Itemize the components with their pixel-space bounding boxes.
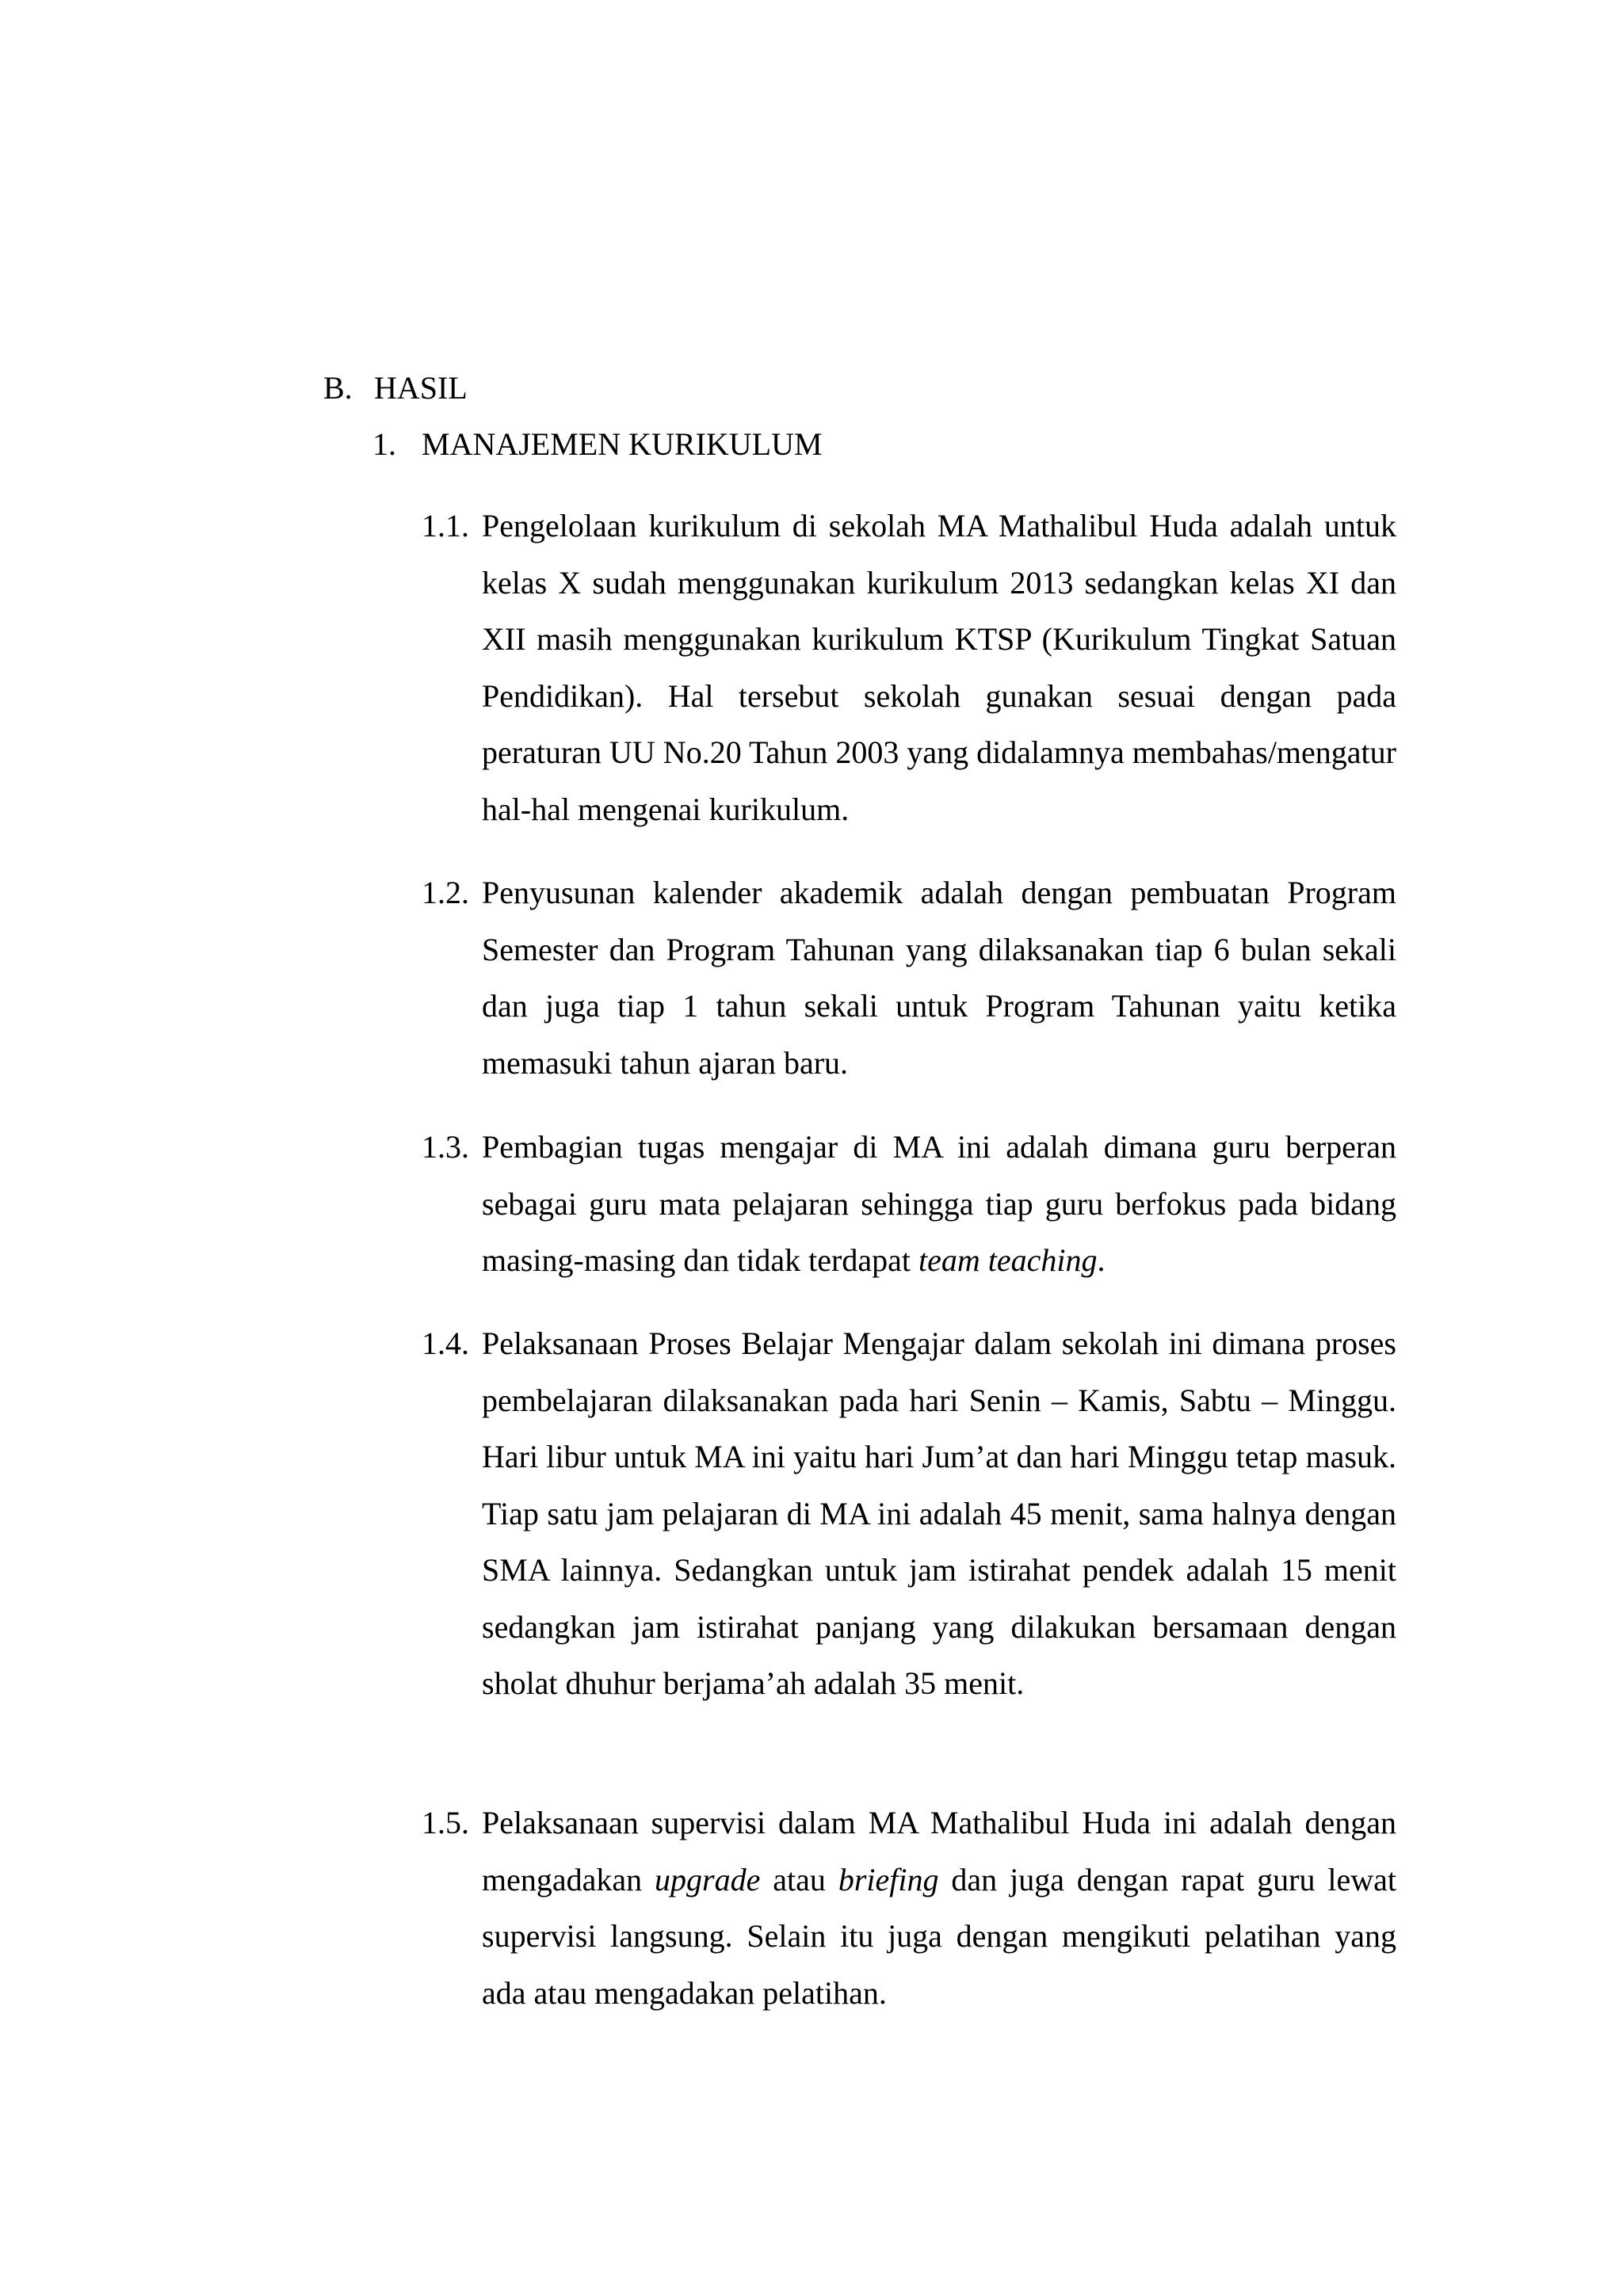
list-item [422, 1315, 1396, 1712]
list-item-number: 1.4. [422, 1325, 469, 1361]
list-item [422, 1794, 1396, 2021]
list-item-text [482, 1119, 1396, 1289]
list-item-text: Pengelolaan kurikulum di sekolah MA Mathalibul Huda adalah untuk kelas X sudah menggunakan kurikulum 2013 sedangkan kelas XI dan XII masih menggunakan kurikulum KTSP (Kurikulum Tingkat Satuan Pendidikan). Hal tersebut sekolah gunakan sesuai dengan pada peraturan UU No.20 Tahun 2003 yang didalamnya membahas/mengatur hal-hal mengenai kurikulum. [482, 508, 1396, 827]
text-segment: Pelaksanaan supervisi dalam MA Mathalibul Huda ini adalah dengan mengadakan [482, 1805, 1396, 1897]
italic-term: upgrade [655, 1861, 761, 1897]
italic-term: team teaching [918, 1242, 1098, 1278]
subsection-title: MANAJEMEN KURIKULUM [422, 426, 823, 462]
list-item-number: 1.2. [422, 875, 469, 910]
subsection-heading [372, 422, 823, 467]
text-segment: dan juga dengan rapat guru lewat supervisi langsung. Selain itu juga dengan mengikuti pelatihan yang ada atau mengadakan pelatihan. [482, 1861, 1396, 2011]
text-segment: Pembagian tugas mengajar di MA ini adalah dimana guru berperan sebagai guru mata pelajaran sehingga tiap guru berfokus pada bidang masing-masing dan tidak terdapat [482, 1129, 1396, 1278]
list-item-number: 1.1. [422, 508, 469, 543]
list-item-text [482, 1794, 1396, 2021]
text-segment: . [1097, 1242, 1106, 1278]
section-heading [323, 366, 468, 410]
list-item-text: Pelaksanaan Proses Belajar Mengajar dalam sekolah ini dimana proses pembelajaran dilaksanakan pada hari Senin – Kamis, Sabtu – Minggu. Hari libur untuk MA ini yaitu hari Jum’at dan hari Minggu tetap masuk. Tiap satu jam pelajaran di MA ini adalah 45 menit, sama halnya dengan SMA lainnya. Sedangkan untuk jam istirahat pendek adalah 15 menit sedangkan jam istirahat panjang yang dilakukan bersamaan dengan sholat dhuhur berjama’ah adalah 35 menit. [482, 1325, 1396, 1701]
text-segment: atau [760, 1861, 838, 1897]
section-number: B. [323, 370, 353, 406]
subsection-number: 1. [372, 426, 396, 462]
list-item [422, 864, 1396, 1091]
list-item-number: 1.5. [422, 1805, 469, 1840]
italic-term: briefing [838, 1861, 939, 1897]
list-item-text: Penyusunan kalender akademik adalah dengan pembuatan Program Semester dan Program Tahunan yang dilaksanakan tiap 6 bulan sekali dan juga tiap 1 tahun sekali untuk Program Tahunan yaitu ketika memasuki tahun ajaran baru. [482, 875, 1396, 1081]
list-item [422, 1119, 1396, 1289]
list-item-number: 1.3. [422, 1129, 469, 1165]
list-item [422, 498, 1396, 837]
section-title: HASIL [374, 370, 468, 406]
